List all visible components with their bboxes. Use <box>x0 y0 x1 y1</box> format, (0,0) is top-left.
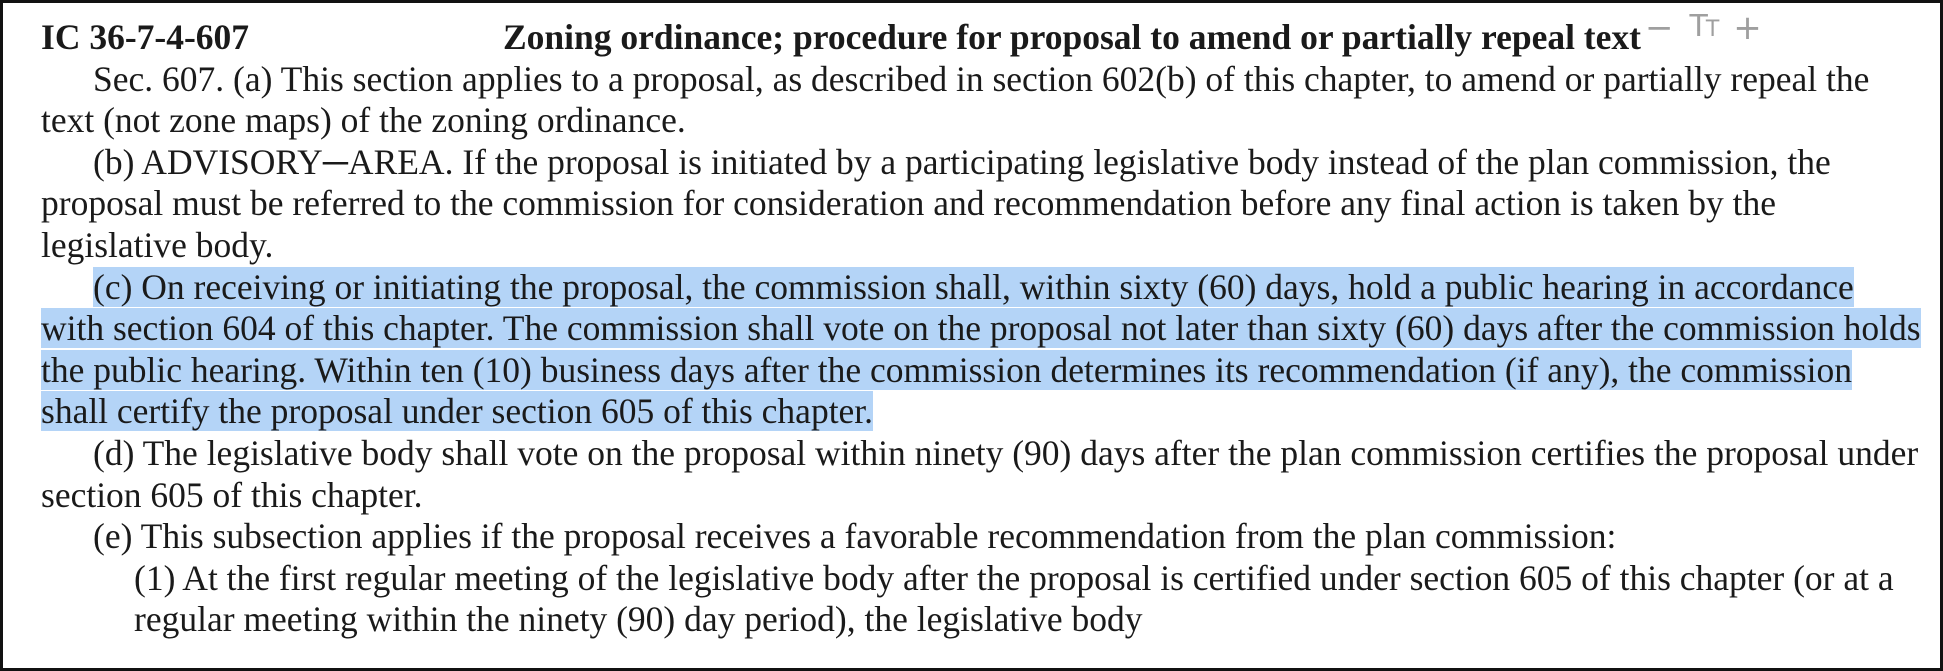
selected-text[interactable]: (c) On receiving or initiating the proposal, the commission shall, within sixty (60) days, hold a public hearing in accordance with section 604 of this chapter. The commission shall vote on the proposal not later than sixty (60) days after the commission holds the public hearing. Within ten (10) business days after the commission determines its recommendation (if any), the commission shall certify the proposal under section 605 of this chapter. <box>41 266 1921 432</box>
font-size-small-glyph: T <box>1705 16 1718 42</box>
section-title: Zoning ordinance; procedure for proposal to amend or partially repeal text <box>503 17 1641 57</box>
paragraph-d: (d) The legislative body shall vote on the proposal within ninety (90) days after the plan commission certifies the proposal under section 605 of this chapter. <box>41 432 1919 515</box>
font-size-icon[interactable] <box>1690 10 1718 47</box>
text-size-controls <box>1645 8 1762 48</box>
document-body <box>41 17 1921 641</box>
font-size-large-glyph: T <box>1689 8 1706 44</box>
paragraph-c[interactable] <box>41 267 1921 433</box>
paragraph-e: (e) This subsection applies if the proposal receives a favorable recommendation from the plan commission: <box>93 516 1617 557</box>
zoom-in-icon[interactable]: + <box>1733 8 1762 48</box>
section-citation: IC 36-7-4-607 <box>41 17 250 57</box>
paragraph-e-1: (1) At the first regular meeting of the legislative body after the proposal is certified under section 605 of this chapter (or at a regular meeting within the ninety (90) day period), the legislative body <box>134 557 1894 640</box>
paragraph-b: (b) ADVISORY─AREA. If the proposal is initiated by a participating legislative body instead of the plan commission, the proposal must be referred to the commission for consideration and recommendation before any final action is taken by the legislative body. <box>41 141 1831 265</box>
zoom-out-icon[interactable]: − <box>1645 8 1674 48</box>
section-heading <box>41 17 1921 59</box>
paragraph-a: Sec. 607. (a) This section applies to a proposal, as described in section 602(b) of this chapter, to amend or partially repeal the text (not zone maps) of the zoning ordinance. <box>41 58 1870 141</box>
